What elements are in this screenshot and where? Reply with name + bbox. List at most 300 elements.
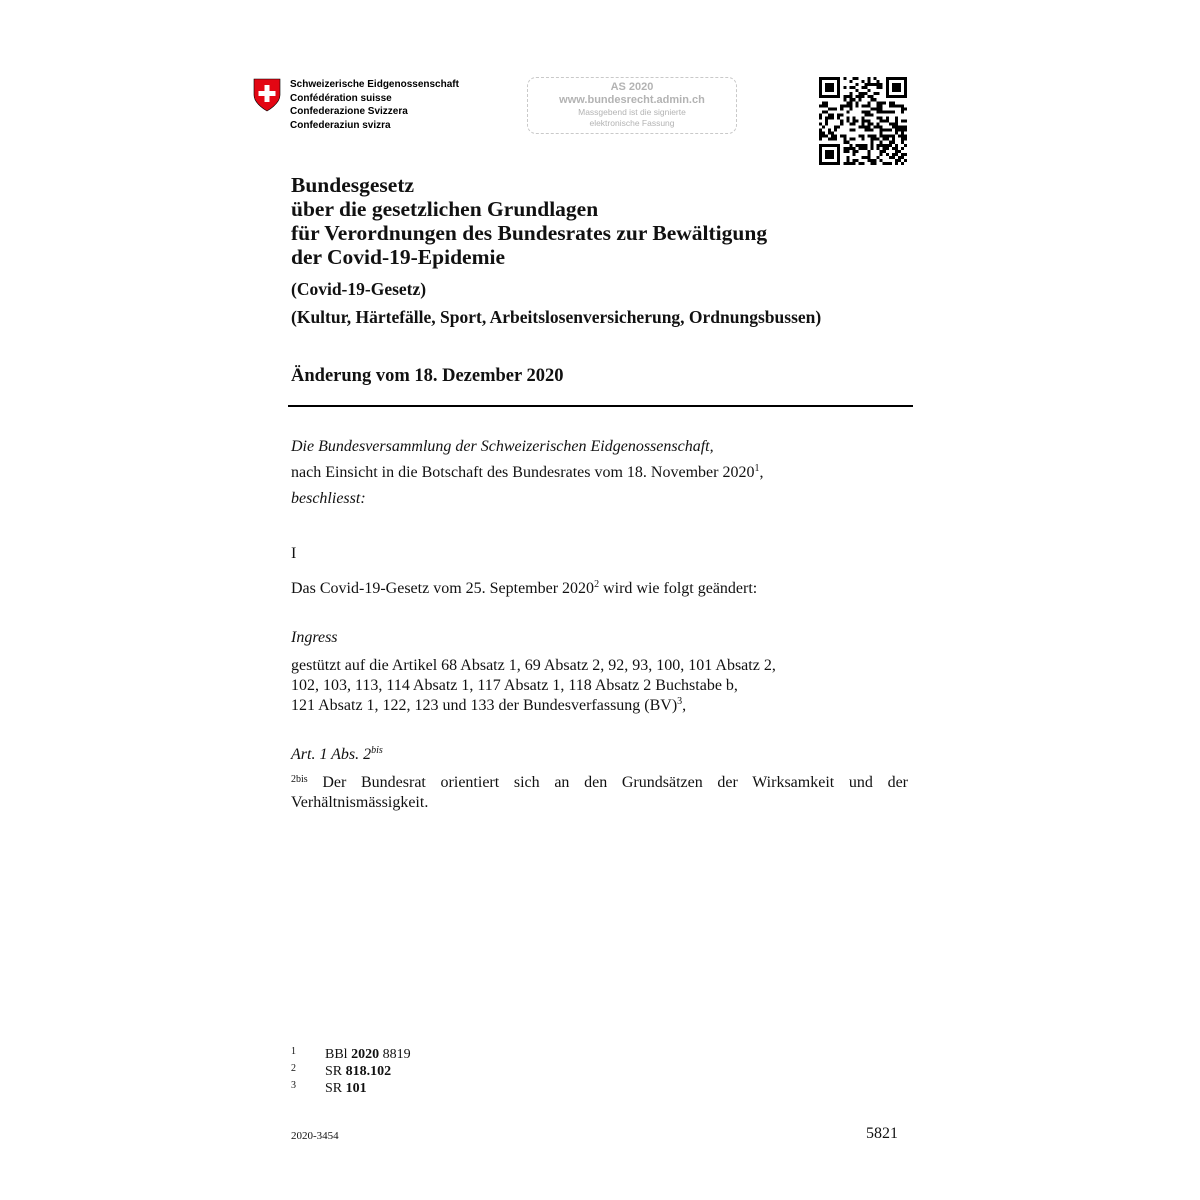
- qr-module: [822, 110, 825, 113]
- qr-module: [865, 110, 868, 113]
- qr-module: [849, 123, 852, 126]
- qr-module: [895, 147, 898, 150]
- qr-module: [843, 150, 846, 153]
- footnote-suffix: 8819: [379, 1047, 411, 1062]
- qr-module: [861, 95, 864, 98]
- qr-module: [861, 119, 864, 122]
- qr-module: [825, 162, 828, 165]
- qr-module: [855, 104, 858, 107]
- qr-module: [831, 162, 834, 165]
- qr-module: [892, 104, 895, 107]
- qr-module: [837, 83, 840, 86]
- qr-module: [846, 156, 849, 159]
- ingress-line-1: gestützt auf die Artikel 68 Absatz 1, 69 Absatz 2, 92, 93, 100, 101 Absatz 2,: [291, 657, 776, 674]
- qr-module: [898, 150, 901, 153]
- qr-module: [819, 129, 822, 132]
- qr-module: [855, 159, 858, 162]
- preamble-text: nach Einsicht in die Botschaft des Bundesrates vom 18. November 2020: [291, 464, 755, 481]
- qr-module: [834, 95, 837, 98]
- stamp-line-4: elektronische Fassung: [589, 117, 675, 128]
- qr-module: [819, 159, 822, 162]
- qr-module: [904, 80, 907, 83]
- qr-module: [880, 107, 883, 110]
- short-title: (Covid-19-Gesetz): [291, 279, 427, 299]
- qr-module: [895, 123, 898, 126]
- qr-module: [871, 138, 874, 141]
- qr-module: [898, 89, 901, 92]
- qr-module: [837, 80, 840, 83]
- qr-module: [852, 129, 855, 132]
- qr-module: [901, 153, 904, 156]
- qr-module: [858, 144, 861, 147]
- qr-module: [880, 153, 883, 156]
- section-intro: [291, 579, 757, 599]
- qr-module: [871, 113, 874, 116]
- qr-module: [886, 135, 889, 138]
- qr-module: [819, 123, 822, 126]
- qr-module: [868, 129, 871, 132]
- qr-module: [898, 77, 901, 80]
- qr-module: [901, 95, 904, 98]
- qr-module: [828, 113, 831, 116]
- qr-module: [880, 104, 883, 107]
- qr-module: [834, 144, 837, 147]
- qr-module: [877, 110, 880, 113]
- qr-module: [901, 77, 904, 80]
- qr-module: [861, 92, 864, 95]
- qr-module: [877, 123, 880, 126]
- qr-module: [861, 156, 864, 159]
- qr-module: [855, 150, 858, 153]
- qr-module: [892, 126, 895, 129]
- qr-module: [886, 77, 889, 80]
- qr-module: [889, 144, 892, 147]
- qr-module: [865, 129, 868, 132]
- qr-module: [886, 138, 889, 141]
- qr-module: [880, 144, 883, 147]
- qr-module: [819, 95, 822, 98]
- qr-module: [828, 156, 831, 159]
- qr-module: [828, 86, 831, 89]
- footnote-ref-1[interactable]: 1: [754, 463, 760, 474]
- qr-module: [895, 159, 898, 162]
- qr-module: [877, 80, 880, 83]
- qr-module: [889, 129, 892, 132]
- qr-module: [871, 98, 874, 101]
- qr-module: [871, 107, 874, 110]
- qr-module: [865, 156, 868, 159]
- qr-module: [825, 86, 828, 89]
- qr-module: [852, 162, 855, 165]
- qr-module: [855, 101, 858, 104]
- qr-module: [886, 80, 889, 83]
- qr-module: [886, 110, 889, 113]
- qr-module: [901, 138, 904, 141]
- qr-module: [861, 123, 864, 126]
- qr-module: [904, 119, 907, 122]
- qr-module: [846, 119, 849, 122]
- qr-module: [861, 86, 864, 89]
- qr-module: [828, 132, 831, 135]
- qr-module: [880, 86, 883, 89]
- qr-module: [855, 95, 858, 98]
- qr-module: [883, 129, 886, 132]
- qr-module: [865, 92, 868, 95]
- qr-module: [861, 116, 864, 119]
- amendment-date: Änderung vom 18. Dezember 2020: [291, 366, 564, 386]
- qr-module: [877, 156, 880, 159]
- qr-module: [843, 147, 846, 150]
- qr-module: [822, 95, 825, 98]
- qr-module: [840, 123, 843, 126]
- preamble-line-2: [291, 463, 763, 483]
- qr-module: [855, 144, 858, 147]
- qr-module: [889, 123, 892, 126]
- qr-module: [825, 83, 828, 86]
- qr-module: [898, 156, 901, 159]
- qr-module: [822, 77, 825, 80]
- qr-module: [886, 129, 889, 132]
- qr-module: [901, 104, 904, 107]
- qr-module: [858, 126, 861, 129]
- qr-module: [892, 95, 895, 98]
- qr-module: [889, 156, 892, 159]
- qr-module: [874, 159, 877, 162]
- qr-module: [855, 119, 858, 122]
- logo-line-it: Confederazione Svizzera: [290, 106, 408, 117]
- qr-module: [871, 141, 874, 144]
- qr-module: [834, 126, 837, 129]
- qr-module: [828, 107, 831, 110]
- qr-module: [819, 162, 822, 165]
- qr-module: [874, 107, 877, 110]
- qr-module: [849, 107, 852, 110]
- qr-module: [837, 159, 840, 162]
- qr-module: [892, 138, 895, 141]
- logo-line-de: Schweizerische Eidgenossenschaft: [290, 79, 459, 90]
- qr-module: [828, 116, 831, 119]
- qr-module: [892, 141, 895, 144]
- footnote-prefix: SR: [325, 1081, 346, 1096]
- qr-module: [852, 150, 855, 153]
- qr-module: [898, 135, 901, 138]
- qr-module: [861, 104, 864, 107]
- qr-module: [819, 80, 822, 83]
- footnote-bold: 101: [345, 1081, 367, 1096]
- qr-module: [904, 126, 907, 129]
- stamp-line-2: www.bundesrecht.admin.ch: [559, 94, 705, 106]
- qr-module: [825, 110, 828, 113]
- qr-module: [865, 83, 868, 86]
- swiss-cross-shield-icon: [253, 78, 281, 112]
- qr-module: [880, 141, 883, 144]
- qr-module: [849, 147, 852, 150]
- qr-module: [828, 129, 831, 132]
- qr-module: [880, 83, 883, 86]
- qr-module: [819, 156, 822, 159]
- qr-module: [892, 89, 895, 92]
- qr-module: [843, 86, 846, 89]
- qr-module: [831, 89, 834, 92]
- law-title: [291, 173, 767, 269]
- qr-code-icon: [819, 77, 907, 165]
- qr-module: [883, 119, 886, 122]
- qr-module: [819, 77, 822, 80]
- qr-module: [849, 95, 852, 98]
- qr-module: [831, 83, 834, 86]
- qr-module: [846, 101, 849, 104]
- qr-module: [898, 126, 901, 129]
- qr-module: [886, 162, 889, 165]
- qr-module: [895, 104, 898, 107]
- qr-module: [904, 107, 907, 110]
- qr-module: [892, 86, 895, 89]
- qr-module: [837, 150, 840, 153]
- qr-module: [880, 132, 883, 135]
- qr-module: [861, 110, 864, 113]
- qr-module: [840, 104, 843, 107]
- qr-module: [895, 144, 898, 147]
- qr-module: [846, 162, 849, 165]
- qr-module: [825, 119, 828, 122]
- qr-module: [892, 135, 895, 138]
- qr-module: [852, 138, 855, 141]
- footnote-ref-3[interactable]: 3: [677, 696, 683, 707]
- qr-module: [861, 162, 864, 165]
- qr-module: [822, 135, 825, 138]
- qr-module: [837, 86, 840, 89]
- qr-module: [834, 107, 837, 110]
- qr-module: [837, 156, 840, 159]
- qr-module: [883, 144, 886, 147]
- qr-module: [868, 89, 871, 92]
- ingress-end: ,: [682, 697, 687, 714]
- title-line-2: über die gesetzlichen Grundlagen: [291, 197, 599, 221]
- qr-module: [886, 92, 889, 95]
- qr-module: [889, 101, 892, 104]
- qr-module: [837, 92, 840, 95]
- qr-module: [901, 156, 904, 159]
- footnote-2: 2 SR 818.102: [291, 1063, 392, 1079]
- qr-module: [886, 144, 889, 147]
- qr-module: [831, 150, 834, 153]
- footnote-bold: 2020: [351, 1047, 380, 1062]
- qr-module: [868, 159, 871, 162]
- qr-module: [886, 119, 889, 122]
- qr-module: [819, 135, 822, 138]
- qr-module: [868, 135, 871, 138]
- qr-module: [858, 95, 861, 98]
- qr-module: [822, 144, 825, 147]
- qr-module: [895, 95, 898, 98]
- qr-module: [849, 144, 852, 147]
- qr-module: [852, 98, 855, 101]
- qr-module: [819, 144, 822, 147]
- qr-module: [886, 116, 889, 119]
- qr-module: [865, 144, 868, 147]
- qr-module: [874, 162, 877, 165]
- qr-module: [868, 119, 871, 122]
- qr-module: [904, 95, 907, 98]
- qr-module: [858, 98, 861, 101]
- qr-module: [865, 86, 868, 89]
- qr-module: [904, 159, 907, 162]
- logo-line-fr: Confédération suisse: [290, 92, 392, 104]
- qr-module: [874, 92, 877, 95]
- qr-module: [861, 135, 864, 138]
- document-number: 2020-3454: [291, 1130, 339, 1142]
- qr-module: [898, 86, 901, 89]
- qr-module: [874, 98, 877, 101]
- footnote-ref-2[interactable]: 2: [594, 579, 600, 590]
- qr-module: [877, 104, 880, 107]
- qr-module: [855, 83, 858, 86]
- qr-module: [849, 92, 852, 95]
- qr-module: [880, 116, 883, 119]
- qr-module: [837, 126, 840, 129]
- preamble-line-3: beschliesst:: [291, 490, 366, 507]
- qr-module: [825, 144, 828, 147]
- qr-module: [825, 101, 828, 104]
- qr-module: [904, 153, 907, 156]
- qr-module: [819, 150, 822, 153]
- qr-module: [877, 101, 880, 104]
- qr-module: [846, 110, 849, 113]
- qr-module: [868, 104, 871, 107]
- qr-module: [846, 150, 849, 153]
- qr-module: [819, 86, 822, 89]
- qr-module: [861, 147, 864, 150]
- qr-module: [883, 147, 886, 150]
- qr-module: [840, 135, 843, 138]
- qr-module: [831, 86, 834, 89]
- qr-module: [892, 153, 895, 156]
- qr-module: [871, 144, 874, 147]
- qr-module: [871, 95, 874, 98]
- qr-module: [837, 89, 840, 92]
- qr-module: [846, 141, 849, 144]
- official-stamp: [527, 77, 737, 134]
- qr-module: [831, 153, 834, 156]
- title-divider: [288, 405, 913, 407]
- qr-module: [877, 107, 880, 110]
- qr-module: [898, 83, 901, 86]
- title-line-4: der Covid-19-Epidemie: [291, 245, 506, 269]
- qr-module: [877, 86, 880, 89]
- qr-module: [852, 86, 855, 89]
- qr-module: [886, 95, 889, 98]
- qr-module: [831, 138, 834, 141]
- footnote-prefix: SR: [325, 1064, 346, 1079]
- qr-module: [846, 104, 849, 107]
- qr-module: [843, 104, 846, 107]
- qr-module: [880, 129, 883, 132]
- qr-module: [852, 116, 855, 119]
- qr-module: [825, 95, 828, 98]
- qr-module: [889, 162, 892, 165]
- qr-module: [886, 147, 889, 150]
- ingress-line-3-text: 121 Absatz 1, 122, 123 und 133 der Bundesverfassung (BV): [291, 697, 678, 714]
- qr-module: [825, 116, 828, 119]
- qr-module: [831, 77, 834, 80]
- qr-module: [828, 162, 831, 165]
- qr-module: [822, 162, 825, 165]
- qr-module: [889, 95, 892, 98]
- qr-module: [837, 113, 840, 116]
- qr-module: [858, 147, 861, 150]
- qr-module: [874, 77, 877, 80]
- qr-module: [819, 83, 822, 86]
- logo-line-rm: Confederaziun svizra: [290, 119, 391, 131]
- qr-module: [901, 135, 904, 138]
- qr-module: [877, 138, 880, 141]
- qr-module: [852, 147, 855, 150]
- qr-module: [828, 144, 831, 147]
- qr-module: [837, 95, 840, 98]
- qr-module: [895, 126, 898, 129]
- preamble-line-1: Die Bundesversammlung der Schweizerischen Eidgenossenschaft,: [291, 438, 714, 455]
- qr-module: [828, 77, 831, 80]
- qr-module: [828, 138, 831, 141]
- qr-module: [889, 135, 892, 138]
- qr-module: [837, 153, 840, 156]
- qr-module: [895, 150, 898, 153]
- qr-module: [837, 77, 840, 80]
- qr-module: [901, 141, 904, 144]
- qr-module: [828, 153, 831, 156]
- qr-module: [877, 92, 880, 95]
- qr-module: [904, 92, 907, 95]
- qr-module: [889, 104, 892, 107]
- qr-module: [877, 83, 880, 86]
- qr-module: [871, 147, 874, 150]
- qr-module: [901, 129, 904, 132]
- qr-module: [831, 113, 834, 116]
- footnote-1: 1 BBl 2020 8819: [291, 1046, 411, 1062]
- qr-module: [904, 138, 907, 141]
- qr-module: [852, 159, 855, 162]
- qr-module: [825, 150, 828, 153]
- qr-module: [886, 83, 889, 86]
- qr-module: [877, 116, 880, 119]
- qr-module: [892, 77, 895, 80]
- qr-module: [840, 119, 843, 122]
- qr-module: [901, 126, 904, 129]
- footnote-3: 3 SR 101: [291, 1080, 367, 1096]
- footnote-bold: 818.102: [345, 1064, 392, 1079]
- footnote-prefix: BBl: [325, 1047, 352, 1062]
- qr-module: [883, 150, 886, 153]
- qr-module: [852, 153, 855, 156]
- qr-module: [865, 147, 868, 150]
- qr-module: [831, 156, 834, 159]
- qr-module: [831, 144, 834, 147]
- qr-module: [895, 89, 898, 92]
- qr-module: [825, 77, 828, 80]
- qr-module: [895, 83, 898, 86]
- qr-module: [849, 80, 852, 83]
- qr-module: [843, 135, 846, 138]
- qr-module: [901, 162, 904, 165]
- qr-module: [825, 104, 828, 107]
- qr-module: [837, 116, 840, 119]
- qr-module: [868, 153, 871, 156]
- qr-module: [849, 86, 852, 89]
- qr-module: [892, 123, 895, 126]
- qr-module: [865, 119, 868, 122]
- qr-module: [843, 141, 846, 144]
- qr-module: [892, 156, 895, 159]
